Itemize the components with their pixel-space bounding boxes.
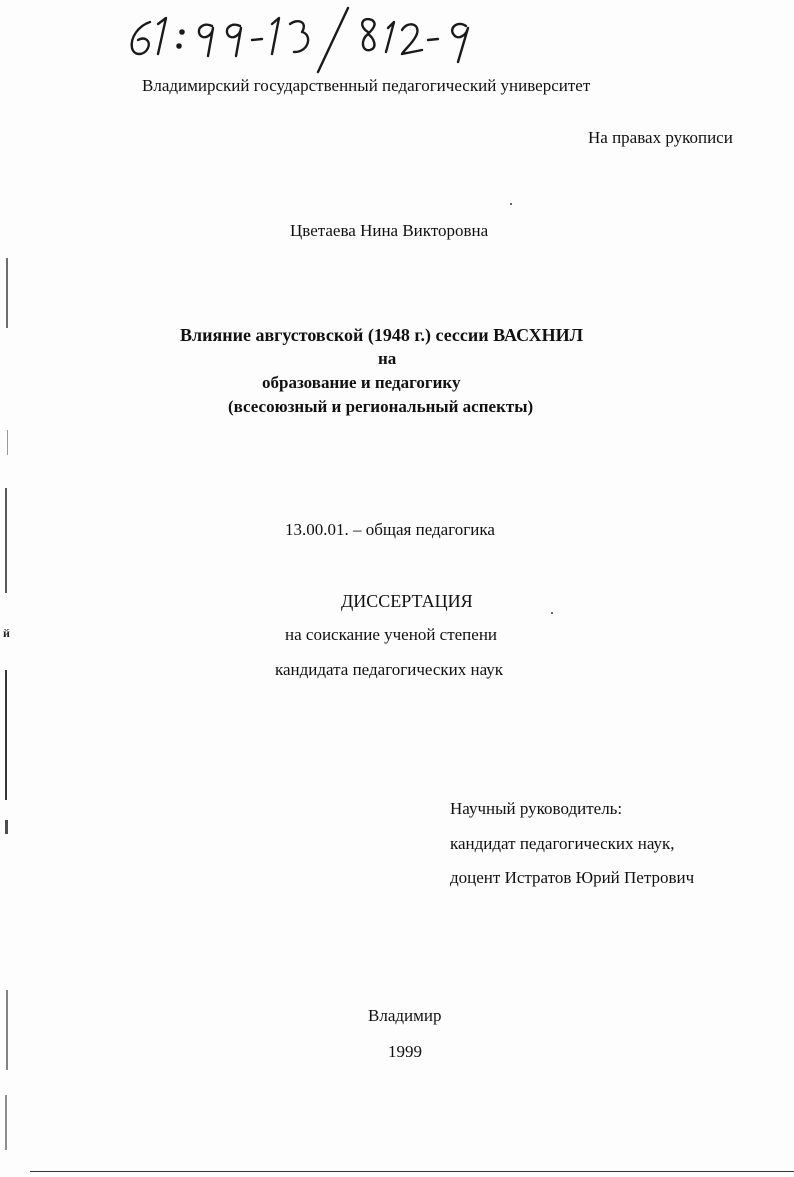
scan-speck [551, 612, 553, 614]
title-line-4: (всесоюзный и региональный аспекты) [228, 397, 534, 416]
handwritten-archive-number [0, 0, 794, 80]
scan-edge-mark [6, 990, 8, 1070]
city: Владимир [368, 1006, 442, 1025]
rights-notice: На правах рукописи [588, 128, 733, 147]
specialty-code: 13.00.01. – общая педагогика [285, 520, 495, 539]
degree-purpose-line-2: кандидата педагогических наук [275, 660, 504, 679]
scan-edge-mark [7, 430, 8, 455]
scan-edge-mark [6, 258, 8, 328]
scan-edge-mark [5, 670, 7, 800]
title-line-1: Влияние августовской (1948 г.) сессии ВАСХНИЛ [180, 325, 584, 345]
supervisor-name: доцент Истратов Юрий Петрович [450, 868, 695, 887]
year: 1999 [388, 1042, 422, 1061]
degree-purpose-line-1: на соискание ученой степени [285, 625, 498, 644]
scan-edge-mark [5, 820, 8, 834]
scan-speck [510, 203, 512, 205]
supervisor-degree: кандидат педагогических наук, [450, 834, 675, 853]
author-name: Цветаева Нина Викторовна [290, 221, 489, 240]
scan-edge-letter: й [3, 626, 10, 640]
scan-bottom-edge [30, 1171, 794, 1172]
scan-edge-mark [5, 1095, 7, 1150]
supervisor-label: Научный руководитель: [450, 799, 623, 818]
title-line-3: образование и педагогику [262, 373, 461, 392]
document-type: ДИССЕРТАЦИЯ [341, 591, 473, 611]
scan-edge-mark [5, 488, 7, 593]
title-line-2: на [378, 349, 397, 368]
university-name: Владимирский государственный педагогический университет [142, 76, 591, 95]
